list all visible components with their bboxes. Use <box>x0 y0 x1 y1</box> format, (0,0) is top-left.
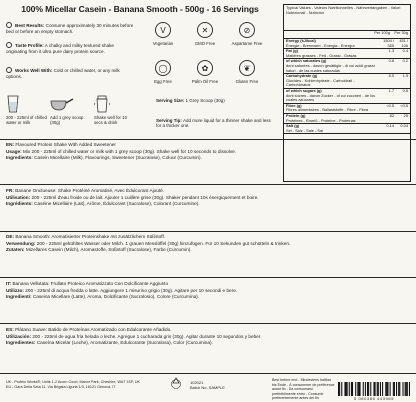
value-per-30g: <0.5 <box>400 102 408 108</box>
usage-label: Usage: <box>6 148 22 154</box>
nutrition-row <box>284 89 410 104</box>
usage-text: 200 - 225ml de agua fría helada o leche. Agregue 1 cucharada gris (30g). Agitar durante 10 segundos y beber. <box>32 333 262 339</box>
manufacturer-address <box>6 380 176 390</box>
nutrient-translations: Fibres alimentaires - Ballaststoffe - Fibre - Fibra <box>286 107 369 113</box>
palm-oil-free-icon: ✿ <box>197 60 213 76</box>
product-description: Banana Smooth: Aromatisierter Proteinshake mit zusätzlichem Süßstoff. <box>15 234 166 239</box>
usage-line <box>6 149 410 156</box>
badge-label: GMO Free <box>194 41 216 46</box>
language-code: DE: <box>6 234 15 239</box>
works-well-block <box>6 67 136 79</box>
serving-tip <box>156 118 274 129</box>
ingredients-line <box>6 340 410 347</box>
barcode-bar <box>396 382 397 396</box>
barcode-bar <box>338 382 339 396</box>
serving-size-label: Serving Size: <box>156 98 185 103</box>
barcode-bar <box>375 382 376 396</box>
barcode-bar <box>407 382 408 396</box>
value-per-100g: 0.8 <box>388 58 394 64</box>
nutrient-label: of which sugars (g) <box>286 87 322 93</box>
badge-palm-oil-free <box>186 60 224 84</box>
usage-text: Mix 200 - 225ml of chilled water or milk with 1 grey scoop (30g). Shake well for 10 seconds to dissolve. <box>22 148 237 154</box>
ingredients-line <box>6 201 410 208</box>
barcode-bar <box>355 382 356 396</box>
language-code: ES: <box>6 327 14 332</box>
usage-label: Utilización: <box>6 333 32 339</box>
usage-text: 200 - 225ml gekühltes Wasser oder Milch. 1 grauen Messlöffel (30g) hinzufügen. Für 10 Sekunden gut schütteln & trinken. <box>36 240 291 246</box>
nutrient-translations: dont saturées - davon gesättigte - di cui acidi grassi saturi - de las cuales saturadas <box>286 62 375 73</box>
batch-label: Batch No. SAMPLE <box>190 385 225 390</box>
nutrient-name <box>286 49 376 58</box>
barcode-bar <box>387 382 388 396</box>
badge-label: Gluten Free <box>235 79 259 84</box>
divider <box>0 323 416 324</box>
ingredients-text: Mizellares Casein (Milch), Aromastoffe, Süßstoff (Sucralose), Farbe (Curcumin). <box>25 247 192 253</box>
usage-text: 200 - 225ml di acqua fredda o latte. Aggiungere 1 misurino grigio (30g). Agitare per 10 secondi e bere. <box>25 287 238 293</box>
value-per-100g: 1.3 <box>388 48 394 54</box>
usage-label: Utilisation: <box>6 194 31 200</box>
badge-label: Palm Oil Free <box>191 79 219 84</box>
address-uk: UK - Protein Works®, Units 1-2 Acorn Court, Manor Park, Cheshire, WA7 1SP, UK <box>6 380 141 384</box>
product-title-line <box>6 281 410 288</box>
works-well-text: Cold or chilled water, or any milk options. <box>6 68 120 79</box>
barcode-bar <box>402 382 403 396</box>
usage-line <box>6 288 410 295</box>
best-before: Best before end - Mindestens haltbar bis Ende - À consommer de préférence avant fin - Da consumarsi preferibilmente entro - Consumir preferentemente antes del fin <box>272 378 335 401</box>
ingredients-label: Ingredients: <box>6 155 33 161</box>
divider <box>0 373 416 374</box>
nutrient-label: of which saturates (g) <box>286 58 327 64</box>
nutrient-name <box>286 74 376 88</box>
product-title-line <box>6 188 410 195</box>
barcode-bar <box>359 382 360 396</box>
language-block-fr <box>6 188 410 208</box>
aspartame-free-icon: ⊘ <box>239 22 255 38</box>
ingredients-label: Ingredientes: <box>6 340 36 346</box>
barcode-bar <box>367 382 368 396</box>
step-1-text: 200 - 225ml of chilled water or milk <box>6 115 47 126</box>
nutrient-name <box>286 104 376 113</box>
barcode-bar <box>382 382 383 396</box>
product-description: Banane Onctueuse: Shake Protéiné Aromatisé, Avec Édulcorant Ajouté. <box>15 188 165 193</box>
badge-label: Aspartame Free <box>231 41 263 46</box>
step-1 <box>6 95 48 125</box>
taste-profile-label: Taste Profile: <box>15 43 44 48</box>
language-code: EN: <box>6 142 15 147</box>
barcode-bar <box>405 382 406 396</box>
nutrient-translations: Glucides - Kohlenhydrate - Carboidrati - Carbohidratos <box>286 77 355 88</box>
scoop-icon <box>50 95 92 113</box>
nutrient-translations: Protéines - Eiweiß - Proteine - Proteínas <box>286 117 356 123</box>
badge-aspartame-free <box>228 22 266 46</box>
barcode-bar <box>377 382 378 396</box>
ingredients-text: Caseína Micelar (Leche), Aromatizante, Edulcorante (Sucralosa), Color (Curcumina). <box>36 340 213 346</box>
water-glass-icon <box>6 95 48 113</box>
language-block-es <box>6 327 410 347</box>
value-per-100g: 1.7 <box>388 87 394 93</box>
barcode-bar <box>358 382 359 396</box>
value-per-30g: 1.5 <box>402 73 408 79</box>
usage-text: 200 - 225ml d'eau froide ou de lait. Ajouter 1 cuillère grise (30g). Shaker pendant 10s énergiquement et boire. <box>31 194 259 200</box>
preparation-steps <box>6 95 136 137</box>
clock-icon <box>6 22 12 28</box>
batch-info <box>190 380 225 390</box>
nutrient-translations: Énergie - Brennwert - Energia - Energía <box>286 42 355 48</box>
nutrient-name <box>286 59 376 73</box>
badge-egg-free <box>144 60 182 84</box>
barcode-bar <box>349 382 350 396</box>
value-per-100g: 1504 / 355 <box>383 38 394 48</box>
language-block-en <box>6 142 410 162</box>
col-per-100g: Per 100g <box>374 30 390 35</box>
usage-line <box>6 334 410 341</box>
barcode-bar <box>339 382 340 396</box>
ingredients-text: Caséine Micellaire (Lait), Arôme, Édulcorant (Sucralose), Colorant (Curcumine). <box>34 201 200 207</box>
step-2 <box>50 95 92 125</box>
nutrient-label: Energy (kJ/kcal) <box>286 38 316 43</box>
barcode-bar <box>346 382 347 396</box>
barcode-bar <box>390 382 391 396</box>
works-well-label: Works Well With: <box>15 68 53 73</box>
barcode-bar <box>378 382 379 396</box>
value-per-30g: 0.4 <box>402 48 408 54</box>
nutrition-row <box>284 74 410 89</box>
step-2-text: Add 1 grey scoop (30g) <box>50 115 84 126</box>
nutrition-row <box>284 124 410 134</box>
barcode-bar <box>399 382 400 396</box>
barcode-bar <box>341 382 342 396</box>
ingredients-text: Casein Micellaire (Milk), Flavourings, Sweetener (Sucralose), Colour (Curcumin). <box>34 155 202 161</box>
best-results-block <box>6 22 136 34</box>
value-per-100g: <0.5 <box>386 102 394 108</box>
barcode-bar <box>394 382 395 396</box>
batch-code: 102021 <box>190 380 204 385</box>
language-block-it <box>6 281 410 301</box>
barcode-bar <box>368 382 369 396</box>
value-per-30g: 451 / 106 <box>399 38 408 48</box>
nutrient-name <box>286 39 376 48</box>
divider <box>0 184 416 185</box>
nutrient-name <box>286 89 376 103</box>
divider <box>0 139 416 140</box>
nutrient-translations: dont sucres - davon Zucker - di cui zuccheri - de los cuales azúcares <box>286 92 376 103</box>
ingredients-label: Ingrédients: <box>6 201 33 207</box>
product-title-line <box>6 142 410 149</box>
serving-size <box>156 98 274 103</box>
gmo-free-icon: ✕ <box>197 22 213 38</box>
taste-profile-block <box>6 42 136 54</box>
barcode-bar <box>393 382 394 396</box>
recycle-icon <box>170 377 182 389</box>
barcode-bar <box>406 382 407 396</box>
barcode-bar <box>363 382 364 396</box>
nutrient-name <box>286 114 376 123</box>
product-description: Flavoured Protein Shake With Added Sweetener <box>15 142 116 147</box>
nutrient-translations: Matières grasses - Fett - Grassi - Grasas <box>286 52 357 58</box>
product-description: Banana Vellutata: Frullato Proteico Aromatizzato Con Dolcificante Aggiunto <box>12 281 169 286</box>
badge-label: Egg Free <box>154 79 172 84</box>
ingredients-label: Zutaten: <box>6 247 25 253</box>
barcode-bar <box>365 382 366 396</box>
shaker-icon <box>94 95 136 113</box>
step-3 <box>94 95 136 125</box>
vegetarian-icon: V <box>155 22 171 38</box>
barcode-bar <box>373 382 374 396</box>
divider <box>0 277 416 278</box>
nutrient-label: Fat (g) <box>286 48 298 54</box>
value-per-100g: 82 <box>389 112 394 118</box>
egg-free-icon: ◯ <box>155 60 171 76</box>
best-results-text: Consume approximately 30 minutes before bed or before an empty stomach. <box>6 23 134 34</box>
usage-line <box>6 241 410 248</box>
badge-label: Vegetarian <box>152 41 174 46</box>
barcode-bar <box>344 382 345 396</box>
barcode-bar <box>398 382 399 396</box>
product-title-line <box>6 234 410 241</box>
best-results-label: Best Results: <box>15 23 45 28</box>
divider <box>0 231 416 232</box>
value-per-30g: 0.5 <box>402 87 408 93</box>
barcode-bar <box>385 382 386 396</box>
gluten-free-icon: ❦ <box>239 60 255 76</box>
barcode-bar <box>351 382 352 396</box>
barcode-bar <box>370 382 371 396</box>
language-code: FR: <box>6 188 14 193</box>
product-title-line <box>6 327 410 334</box>
barcode-number: 5 060385 443965 <box>353 396 395 401</box>
value-per-100g: 0.14 <box>386 123 394 129</box>
col-per-30g: Per 30g <box>394 30 408 35</box>
ingredients-line <box>6 247 410 254</box>
nutrition-header: Typical Values - Valeurs Nutritionnelles - Nährwertangaben - Valori Nutrizionali - Nutrición <box>284 5 410 31</box>
page-title: 100% Micellar Casein - Banana Smooth - 500g - 16 Servings <box>21 4 259 14</box>
nutrient-label: Protein (g) <box>286 112 306 118</box>
value-per-100g: 5.0 <box>388 73 394 79</box>
language-block-de <box>6 234 410 254</box>
ingredients-label: Ingredienti: <box>6 294 32 300</box>
value-per-30g: 0.04 <box>400 123 408 129</box>
ingredients-line <box>6 294 410 301</box>
barcode-bar <box>357 382 358 396</box>
serving-tip-text: Add more liquid for a thinner shake and less for a thicker one. <box>156 118 271 129</box>
glass-icon <box>6 67 12 73</box>
barcode-bar <box>347 382 348 396</box>
badge-gmo-free <box>186 22 224 46</box>
barcode-bar <box>352 382 353 396</box>
nutrient-name <box>286 124 376 133</box>
nutrition-rows <box>284 39 410 134</box>
usage-label: Utilizzo: <box>6 287 24 293</box>
step-3-text: Shake well for 10 secs & drink <box>94 115 127 126</box>
taste-icon <box>6 42 12 48</box>
ingredients-text: Caseina Micellare (Latte), Aroma, Dolcificante (Sucralosio), Colore (Curcumina). <box>32 294 200 300</box>
barcode-bar <box>380 382 381 396</box>
nutrition-row <box>284 59 410 74</box>
badge-gluten-free <box>228 60 266 84</box>
usage-label: Verwendung: <box>6 240 36 246</box>
barcode-bar <box>386 382 387 396</box>
nutrient-label: Carbohydrate (g) <box>286 73 318 79</box>
product-description: Plátano Suave: Batido de Proteínas Aromatizado con Edulcorante Añadido. <box>15 327 172 332</box>
value-per-30g: 0.2 <box>402 58 408 64</box>
serving-size-text: 1 Grey Scoop (30g) <box>185 98 225 103</box>
badge-vegetarian <box>144 22 182 46</box>
barcode-bar <box>409 382 410 396</box>
nutrient-label: Fibre (g) <box>286 102 302 108</box>
address-eu: EU - Gara Della Seta 11, Via Brigata Liguria 1/3, 16121 Genova, IT <box>6 385 116 389</box>
taste-profile-text: A chalky and milky textured shake originating from it ultra pure dairy protein source. <box>6 43 114 54</box>
nutrient-label: Salt (g) <box>286 123 300 129</box>
nutrient-translations: Sel - Salz - Sale - Sal <box>286 127 323 133</box>
serving-tip-label: Serving Tip: <box>156 118 182 123</box>
value-per-30g: 25 <box>403 112 408 118</box>
ingredients-line <box>6 155 410 162</box>
language-code: IT: <box>6 281 12 286</box>
